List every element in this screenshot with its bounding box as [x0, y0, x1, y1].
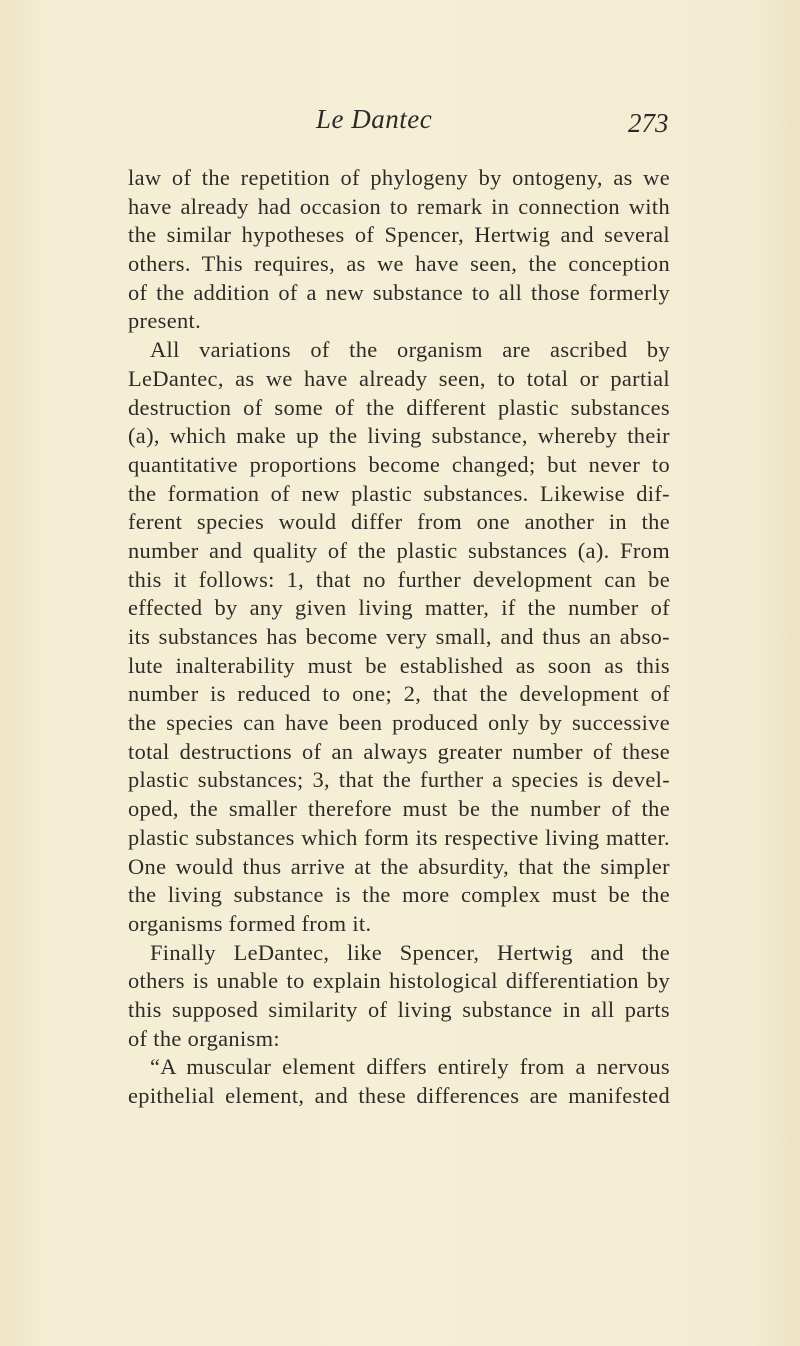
text-line: the formation of new plastic substances. Likewise dif- [128, 480, 670, 506]
text-line: of the organism: [128, 1025, 280, 1051]
text-line: plastic substances which form its respective living matter. [128, 824, 670, 850]
text-line: destruction of some of the different plastic substances [128, 394, 670, 420]
text-line: effected by any given living matter, if the number of [128, 595, 670, 621]
text-line: organisms formed from it. [128, 910, 372, 936]
text-line: this supposed similarity of living substance in all parts [128, 996, 670, 1022]
text-line: have already had occasion to remark in connection with [128, 193, 670, 219]
page-number: 273 [628, 108, 669, 138]
text-line: the living substance is the more complex must be the [128, 882, 670, 908]
text-line: law of the repetition of phylogeny by ontogeny, as we [128, 165, 670, 190]
page-header [0, 104, 800, 144]
text-line: All variations of the organism are ascribed by [150, 337, 670, 363]
text-line: number is reduced to one; 2, that the development of [128, 681, 670, 707]
text-line: plastic substances; 3, that the further a species is devel- [128, 767, 670, 793]
body-text [128, 164, 670, 1111]
text-line: (a), which make up the living substance, whereby their [128, 423, 670, 449]
text-line: its substances has become very small, and thus an abso- [128, 624, 670, 649]
text-line: this it follows: 1, that no further development can be [128, 566, 670, 592]
text-line: oped, the smaller therefore must be the number of the [128, 796, 670, 822]
text-line: present. [128, 308, 202, 334]
text-line: lute inalterability must be established as soon as this [128, 652, 670, 678]
text-line: the similar hypotheses of Spencer, Hertwig and several [128, 222, 670, 248]
text-line: ferent species would differ from one another in the [128, 509, 670, 535]
text-line: Finally LeDantec, like Spencer, Hertwig and the [150, 939, 670, 965]
text-line: total destructions of an always greater number of these [128, 738, 670, 764]
text-line: others. This requires, as we have seen, the conception [128, 251, 670, 277]
text-line: LeDantec, as we have already seen, to total or partial [128, 365, 670, 391]
text-line: quantitative proportions become changed; but never to [128, 451, 670, 477]
text-line: number and quality of the plastic substances (a). From [128, 537, 670, 563]
text-line: “A muscular element differs entirely from a nervous [150, 1054, 670, 1080]
text-line: One would thus arrive at the absurdity, that the simpler [128, 853, 670, 879]
text-line: the species can have been produced only by successive [128, 710, 670, 736]
text-line: others is unable to explain histological differentiation by [128, 968, 670, 994]
running-head: Le Dantec [316, 104, 433, 134]
text-line: of the addition of a new substance to all those formerly [128, 279, 670, 305]
text-line: epithelial element, and these differences are manifested [128, 1083, 670, 1108]
